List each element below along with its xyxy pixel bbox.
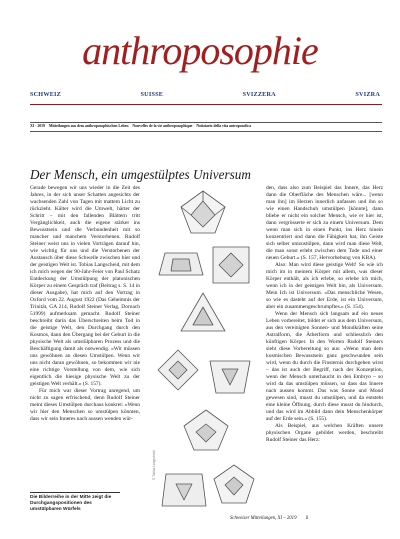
issue-part-fr: Nouvelles de la vie anthroposophique <box>132 124 193 128</box>
page-number: 1 <box>305 516 309 521</box>
cube-position-2-icon <box>159 253 203 275</box>
issue-line <box>30 124 385 128</box>
footer-publication: Schweizer Mitteilungen, XI – 2019 <box>230 516 297 521</box>
masthead-rule <box>30 104 382 105</box>
anthroposophie-logo <box>70 28 330 78</box>
issue-rule-bottom <box>30 131 382 132</box>
cube-position-1-icon <box>181 191 225 233</box>
article-headline: Der Mensch, ein umgestülptes Universum <box>30 167 251 182</box>
cube-position-3-icon <box>213 247 249 283</box>
right-paragraph: den, dass also zum Beispiel das Innere, das Herz dann die Oberfläche des Menschen wäre... [wenn man ihn] im Herzen innerlich anfassen und ihn so wie einen Handschuh umstülpen [könnte], dann bliebe er nicht ein solcher Mensch, wie er hier ist, dann vergrösserte er sich zu einem Universum. Dem wenn man sich in einen Punkt, ins Herz hinein konzentriert und dann die Fähigkeit hat, ihn Geiste sich selber umzustülpen, dann wird man diese Welt, die man sonst erlebt zwischen dem Tode und einer neuen Geburt.» (S. 157, Hervorhebung von KBA). <box>266 185 383 261</box>
cube-inversion-illustrations <box>146 185 260 530</box>
country-schweiz: SCHWEIZ <box>30 91 61 98</box>
page-footer <box>230 516 308 521</box>
issue-rule-top <box>30 122 382 123</box>
right-paragraph: Also: Man wird diese geistige Welt! So wie ich mich im in meinem Körper mit allem, was dieser Körper enthält, als ich erlebe, so erlebe ich mich, wenn ich in der geistigen Welt bin, als Universum. Mein Ich ist Universum. «Das menschliche Wesen, so wie es dasteht auf der Erde, ist ein Universum, aber ein zusammengeschrumpftes.» (S. 154). <box>266 262 383 310</box>
cube-figure-series <box>146 185 260 530</box>
cube-position-4-icon <box>181 293 225 331</box>
cube-position-9-icon <box>214 465 254 503</box>
issue-part-it: Notiziario della vita antroposofica <box>196 124 252 128</box>
masthead-logo <box>70 28 330 78</box>
right-paragraph: Wenn der Mensch sich langsam auf ein neues Leben vorbereitet, bildet er sich aus dem Universum, aus den vereinigten Sonnen- und Mondkräften seine Astralform, die Ätherform und schliesslich den künftigen Körper. In den Worten Rudolf Steiners sieht diese Vorbereitung so aus: «Wenn man dem kosmischen Bewusstsein ganz geschwunden sein wird, wenn du durch die Finsternis durchgehen wirst – das ist auch der Begriff, nach der Konzeption, wenn der Mensch unterhaucht in den Embryo – so wird da das umstülpen müssen, so dass das Innere nach aussen kommt. Das was Sonne und Mond gewesen sind, musst du umstülpen, und da entsteht eine kleine Öffnung, durch diese musst du hindurch, und das wird im Abbild dann dein Menschenkörper auf der Erde sein.» (S. 155). <box>266 311 383 422</box>
cube-position-8-icon <box>162 474 206 506</box>
svg-text:anthroposophie: anthroposophie <box>82 28 318 73</box>
figure-credit: © Tobias Langscheid <box>152 450 156 480</box>
cube-position-7-icon <box>184 410 228 450</box>
issue-part-de: Mitteilungen aus dem anthroposophischen Leben <box>48 124 129 128</box>
article-right-column <box>266 185 383 444</box>
country-names <box>30 91 380 98</box>
country-svizzera: SVIZZERA <box>242 91 276 98</box>
cube-position-6-icon <box>210 361 250 393</box>
right-paragraph: Als Beispiel, aus welchen Kräften unsere physischen Organe gebildet werden, beschreibt Rudolf Steiner das Herz: <box>266 423 383 443</box>
country-suisse: SUISSE <box>140 91 164 98</box>
country-svizra: SVIZRA <box>355 91 380 98</box>
article-left-column <box>30 185 140 423</box>
figure-caption: Die Bilderreihe in der Mitte zeigt die Durchgangspositionen des umstülpbaren Würfels <box>30 492 120 513</box>
cube-position-5-icon <box>158 350 198 390</box>
left-paragraph: Für mich war dieser Vortrag anregend, um nicht zu sagen erfrischend, denn Rudolf Steiner meint dieses Umstülpen durchaus konkret: «Wenn wir hier den Menschen so umstülpen könnten, dass wir sein Inneres nach aussen wenden wür- <box>30 388 140 422</box>
issue-number: XI · 2019 <box>30 124 45 128</box>
left-paragraph: Gerade bewegen wir uns wieder in die Zeit des Jahres, in der sich unser Schatten angesichts der wachsenden Zahl von Tagen mit mattem Licht zu rückzieht. Kälter wird die Umwelt, härter der Schritt – mit den fallenden Blättern tritt Vergänglichkeit, auch die eigene stärker ins Bewusstsein und die Verbundenheit mit so mancher und manchem Verstorbenen. Rudolf Steiner weist uns in vielen Vorträgen darauf hin, wie wichtig für uns und die Verstorbenen der Austausch über diese Schwelle zwischen hier und der geistigen Welt ist. Tobias Langscheid, mit dem ich mich wegen der 90-Jahr-Feier von Paul Schatz Entdeckung der Umstülpung der platonischen Körper zu einem Gespräch traf (Beitrag s. S. 14 in dieser Ausgabe), hat mich auf den Vortrag in Oxford vom 22. August 1922 (Das Geheimnis der Trinität, GA 214, Rudolf Steiner Verlag, Dornach 51999) aufmerksam gemacht. Rudolf Steiner beschreibt darin das Überschreiten beim Tod in die geistige Welt, den Durchgang durch den Kosmos, dann den Übergang bei der Geburt in die physische Welt als umstülpbaren Prozess und die Beschäftigung damit als notwendig. «Wir müssen uns gewöhnen an diesen Umstülpen. Wenn wir uns nicht daran gewöhnen, so bekommen wir nie eine richtige Vorstellung von dem, wie sich eigentlich die hiesige physische Welt zu der geistigen Welt verhält.» (S. 157). <box>30 185 140 387</box>
